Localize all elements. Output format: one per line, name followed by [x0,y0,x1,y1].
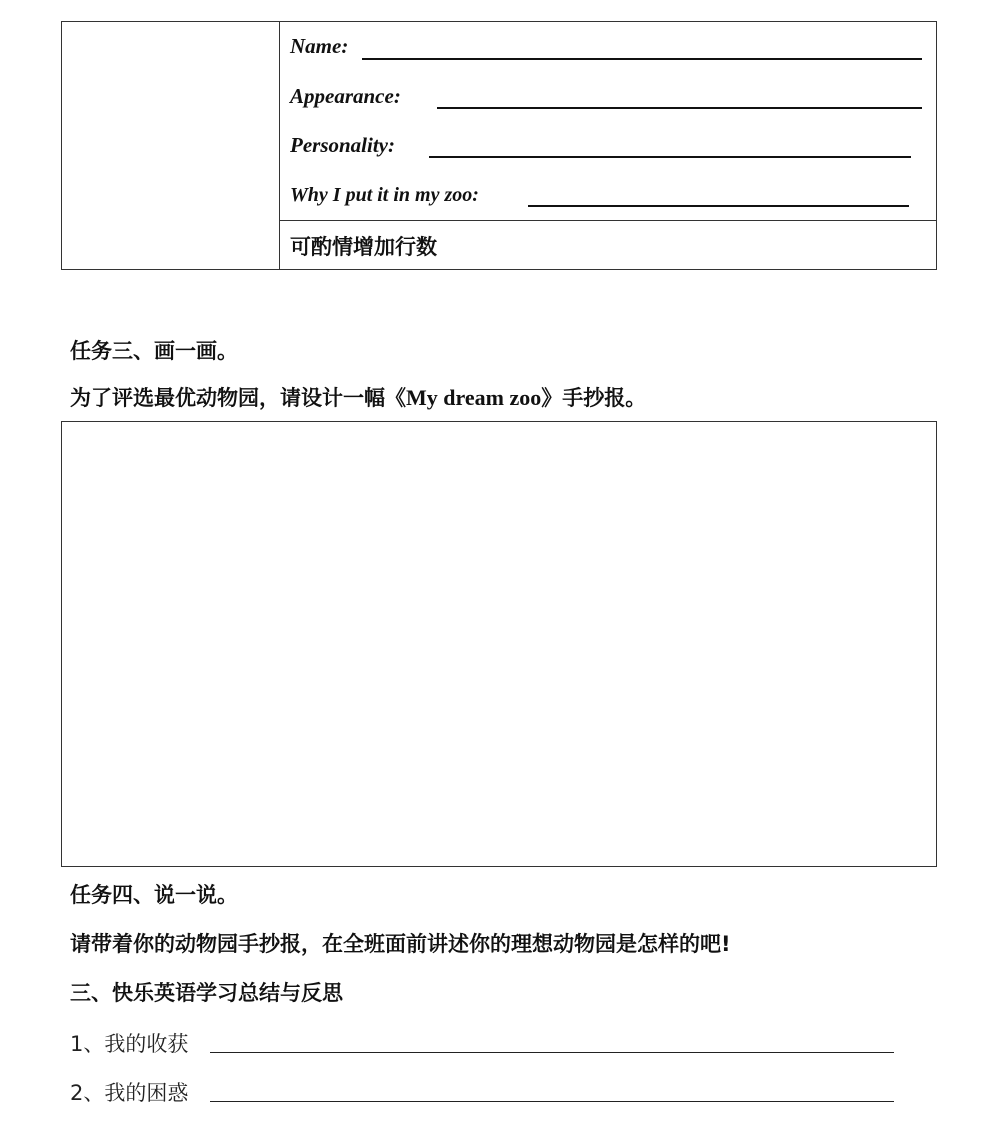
why-label: Why I put it in my zoo: [290,184,479,206]
name-blank[interactable] [362,58,922,60]
summary-item2-label: 2、我的困惑 [70,1081,189,1105]
personality-blank[interactable] [429,156,911,158]
summary-item1-blank[interactable] [210,1052,894,1053]
appearance-label: Appearance: [290,84,401,108]
task3-instruction-before: 为了评选最优动物园，请设计一幅《 [70,386,406,410]
task3-heading: 任务三、画一画。 [70,339,238,363]
personality-label: Personality: [290,133,395,157]
summary-item1-label: 1、我的收获 [70,1032,189,1056]
why-blank[interactable] [528,205,909,207]
appearance-blank[interactable] [437,107,922,109]
table-row-divider [279,220,937,221]
task3-instruction-after: 》手抄报。 [541,386,647,410]
task4-heading: 任务四、说一说。 [70,883,238,907]
task3-instruction [70,382,646,412]
drawing-area[interactable] [61,421,937,867]
name-label: Name: [290,34,349,58]
table-column-divider [279,21,280,270]
picture-cell[interactable] [63,23,277,268]
add-rows-note: 可酌情增加行数 [290,235,437,259]
task3-instruction-title: My dream zoo [406,385,542,410]
summary-heading: 三、快乐英语学习总结与反思 [70,981,343,1005]
summary-item2-blank[interactable] [210,1101,894,1102]
task4-instruction: 请带着你的动物园手抄报，在全班面前讲述你的理想动物园是怎样的吧! [70,932,731,956]
